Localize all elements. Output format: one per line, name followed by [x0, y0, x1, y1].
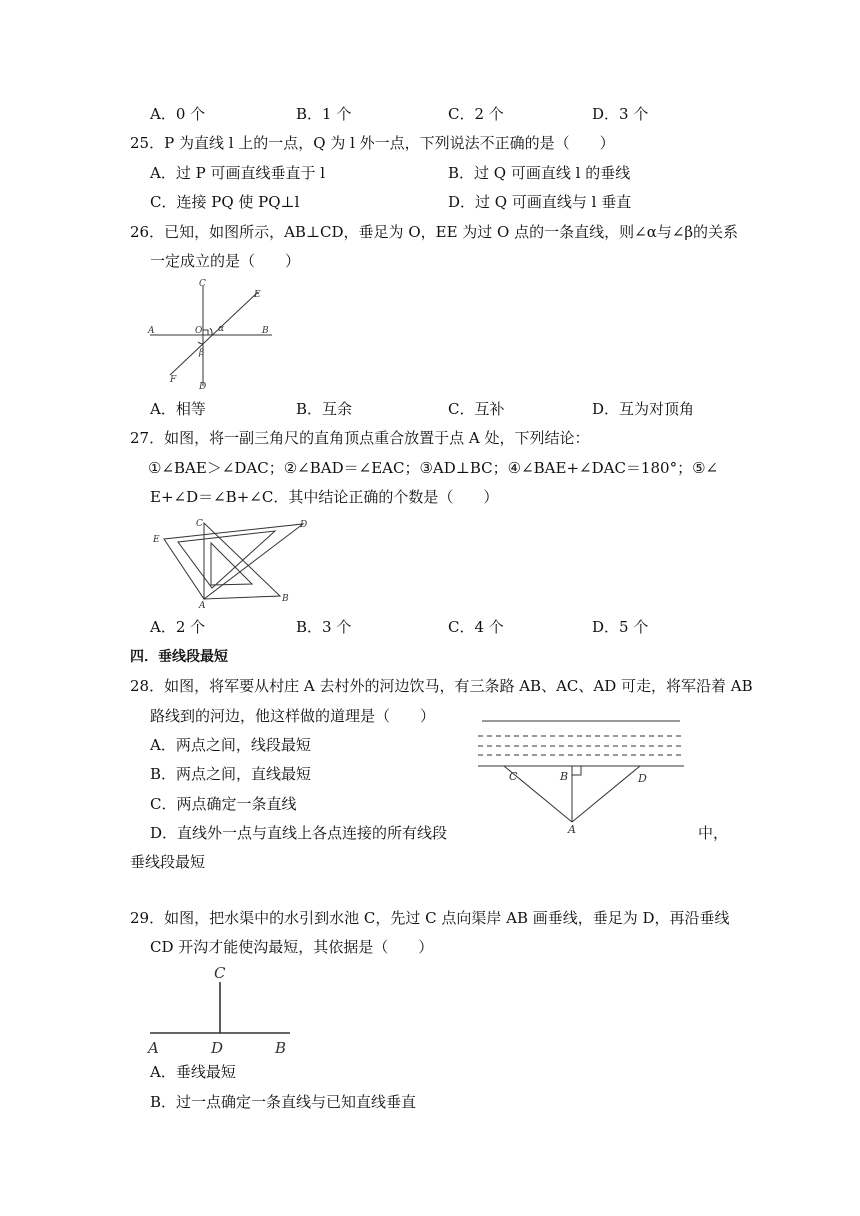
- q29-option-a: A．垂线最短: [150, 1063, 236, 1081]
- label-c: C: [509, 770, 518, 783]
- q24-option-c: C．2 个: [448, 105, 504, 123]
- q27-option-b: B．3 个: [296, 618, 352, 636]
- q24-option-d: D．3 个: [592, 105, 649, 123]
- q29-stem-line1: 29．如图，把水渠中的水引到水池 C，先过 C 点向渠岸 AB 画垂线，垂足为 D，再沿垂线: [130, 909, 730, 927]
- q28-stem-line2: 路线到的河边，他这样做的道理是（ ）: [150, 707, 436, 725]
- q24-option-a: A．0 个: [150, 105, 206, 123]
- q28-figure: [474, 714, 690, 836]
- q27-option-a: A．2 个: [150, 618, 206, 636]
- q28-option-d-wrap: 垂线段最短: [130, 853, 206, 871]
- label-d: D: [211, 1039, 224, 1057]
- label-c: C: [199, 279, 206, 289]
- label-b: B: [262, 326, 269, 336]
- label-d: D: [638, 772, 647, 785]
- q27-stem-line3: E+∠D＝∠B+∠C．其中结论正确的个数是（ ）: [150, 488, 499, 506]
- q28-option-d-tail: 中，: [698, 824, 729, 842]
- q27-stem-line2: ①∠BAE＞∠DAC；②∠BAD＝∠EAC；③AD⊥BC；④∠BAE+∠DAC＝180°；⑤∠: [148, 459, 719, 477]
- q28-option-b: B．两点之间，直线最短: [150, 765, 312, 783]
- q28-option-c: C．两点确定一条直线: [150, 795, 297, 813]
- label-a: A: [148, 326, 155, 336]
- label-e: E: [254, 290, 261, 300]
- q26-figure: [140, 278, 280, 393]
- q25-option-c: C．连接 PQ 使 PQ⊥l: [150, 193, 300, 211]
- q29-stem-line2: CD 开沟才能使沟最短，其依据是（ ）: [150, 938, 434, 956]
- label-e: E: [153, 535, 160, 545]
- q26-option-c: C．互补: [448, 400, 505, 418]
- q27-figure: [148, 515, 318, 610]
- q25-option-b: B．过 Q 可画直线 l 的垂线: [448, 164, 631, 182]
- right-angle-mark: [572, 766, 581, 775]
- label-b: B: [275, 1039, 287, 1057]
- q24-option-b: B．1 个: [296, 105, 352, 123]
- q28-stem-line1: 28．如图，将军要从村庄 A 去村外的河边饮马，有三条路 AB、AC、AD 可走，将军沿着 AB: [130, 677, 753, 695]
- label-d: D: [300, 520, 308, 530]
- q25-option-a: A．过 P 可画直线垂直于 l: [150, 164, 326, 182]
- beta-arc: [198, 342, 203, 344]
- label-a: A: [148, 1039, 159, 1057]
- label-f: F: [170, 375, 177, 385]
- label-o: O: [195, 326, 203, 336]
- q27-option-c: C．4 个: [448, 618, 504, 636]
- label-d: D: [199, 382, 207, 392]
- q26-stem-line2: 一定成立的是（ ）: [150, 252, 301, 270]
- q27-stem-line1: 27．如图，将一副三角尺的直角顶点重合放置于点 A 处，下列结论：: [130, 429, 590, 447]
- label-c: C: [214, 964, 226, 982]
- label-b: B: [282, 594, 289, 604]
- q27-option-d: D．5 个: [592, 618, 649, 636]
- q26-option-d: D．互为对顶角: [592, 400, 695, 418]
- q25-option-d: D．过 Q 可画直线与 l 垂直: [448, 193, 632, 211]
- alpha-arc: [210, 328, 212, 335]
- label-a: A: [568, 823, 576, 836]
- q25-stem: 25．P 为直线 l 上的一点，Q 为 l 外一点，下列说法不正确的是（ ）: [130, 134, 615, 152]
- q26-stem-line1: 26．已知，如图所示，AB⊥CD，垂足为 O，EE 为过 O 点的一条直线，则∠α与∠β的关系: [130, 223, 739, 241]
- triangle-ade-inner: [178, 531, 275, 588]
- q29-figure: [144, 962, 294, 1058]
- line-ef: [170, 292, 258, 375]
- road-ad: [572, 766, 640, 822]
- q26-option-b: B．互余: [296, 400, 353, 418]
- right-angle-mark: [203, 330, 208, 335]
- q28-option-d: D．直线外一点与直线上各点连接的所有线段: [150, 824, 448, 842]
- label-alpha: α: [218, 324, 225, 334]
- label-a: A: [199, 601, 206, 611]
- label-b: B: [560, 770, 569, 783]
- label-c: C: [196, 519, 203, 529]
- section-title: 四．垂线段最短: [130, 649, 228, 665]
- label-beta: β: [199, 348, 205, 358]
- q28-option-a: A．两点之间，线段最短: [150, 736, 311, 754]
- q29-option-b: B．过一点确定一条直线与已知直线垂直: [150, 1093, 417, 1111]
- q26-option-a: A．相等: [150, 400, 206, 418]
